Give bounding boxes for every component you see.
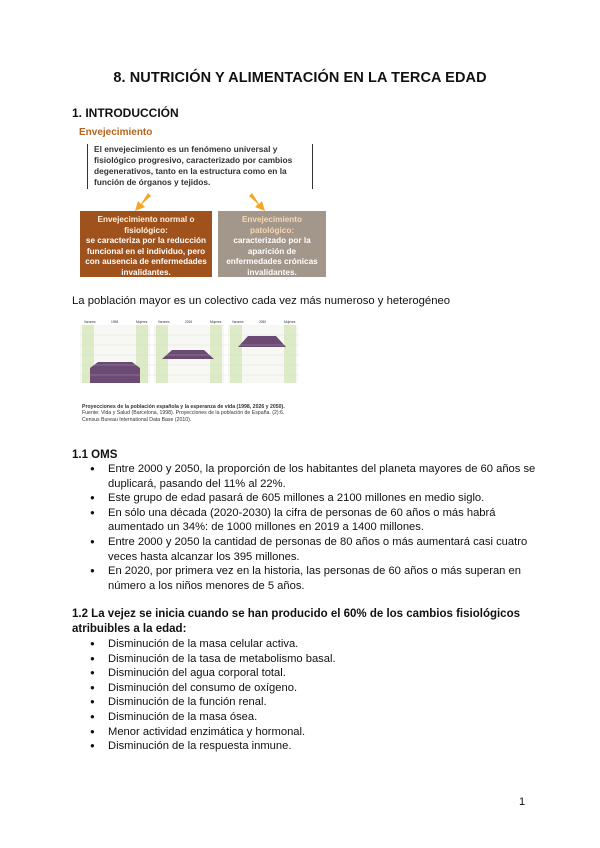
population-pyramids-figure [80,319,300,385]
definition-line: función de órganos y tejidos. [94,177,211,187]
pyramid-header: 2026 [185,320,193,324]
vejez-list [80,637,548,754]
pathological-aging-text: enfermedades crónicas [226,257,318,266]
arrow-down-left-icon [134,192,152,212]
document-title: 8. NUTRICIÓN Y ALIMENTACIÓN EN LA TERCA EDAD [113,70,487,86]
list-item: ● Disminución de la masa celular activa. [80,637,548,652]
normal-aging-text: funcional en el individuo, pero [86,246,206,256]
normal-aging-text: se caracteriza por la reducción [85,236,207,245]
page-number: 1 [519,796,526,808]
pathological-aging-text: invalidantes. [247,267,297,277]
section-heading-oms: 1.1 OMS [72,449,118,461]
pyramid-header: Varones [232,320,244,324]
list-item: ● Disminución del agua corporal total. [80,666,548,681]
list-item: ● Disminución de la respuesta inmune. [80,739,548,754]
normal-aging-text: invalidantes. [121,267,171,277]
pyramid-header: Mujeres [136,320,148,324]
normal-aging-text: con ausencia de enfermedades [85,257,207,266]
section-heading-introduccion: 1. INTRODUCCIÓN [72,106,179,120]
caption-line: Census Bureau International Data Base (2010). [82,416,192,423]
list-item: ● Disminución de la tasa de metabolismo basal. [80,652,548,667]
pyramid-panel-1998 [80,320,150,383]
arrow-down-right-icon [248,192,266,212]
caption-line: Proyecciones de la población española y la esperanza de vida (1998, 2026 y 2050). [82,404,285,410]
pathological-aging-box [218,211,326,277]
list-item: ● Disminución de la función renal. [80,695,548,710]
definition-line: degenerativos, tanto en la estructura como en la [94,166,287,176]
list-item: ● En 2020, por primera vez en la historia, las personas de 60 años o más superan en número a los niños menores de 5 años. [80,564,548,593]
section-heading-vejez: 1.2 La vejez se inicia cuando se han producido el 60% de los cambios fisiológicos atribuibles a la edad: [72,608,521,635]
oms-list [80,462,548,593]
list-item: ● En sólo una década (2020-2030) la cifra de personas de 60 años o más habrá aumentado un 34%: de 1000 millones en 2019 a 1400 millones. [80,506,548,535]
list-item: ● Este grupo de edad pasará de 605 millones a 2100 millones en medio siglo. [80,491,548,506]
definition-line: El envejecimiento es un fenómeno universal y [94,144,278,154]
pyramid-header: Varones [158,320,170,324]
definition-box [87,144,313,189]
list-item: ● Entre 2000 y 2050 la cantidad de personas de 80 años o más aumentará casi cuatro veces hasta alcanzar los 395 millones. [80,535,548,564]
pyramid-panel-2050 [228,320,298,383]
normal-aging-title: fisiológico: [124,225,168,235]
pyramid-header: Varones [84,320,96,324]
pyramid-header: Mujeres [210,320,222,324]
caption-line: Fuente: Vida y Salud (Barcelona, 1998). Proyecciones de la población de España. (2):6. [82,410,285,417]
pyramid-header: Mujeres [284,320,296,324]
pathological-aging-title: Envejecimiento [241,215,303,224]
pyramid-header: 2050 [259,320,267,324]
pathological-aging-text: aparición de [247,246,297,256]
list-item: ● Disminución del consumo de oxígeno. [80,681,548,696]
list-item: ● Disminución de la masa ósea. [80,710,548,725]
definition-line: fisiológico progresivo, caracterizado por cambios [94,155,293,165]
pyramid-header: 1998 [111,320,119,324]
diagram-label: Envejecimiento [79,127,153,138]
pyramid-panel-2026 [154,320,224,383]
list-item: ● Entre 2000 y 2050, la proporción de los habitantes del planeta mayores de 60 años se duplicará, pasando del 11% al 22%. [80,462,548,491]
intro-paragraph: La población mayor es un colectivo cada vez más numeroso y heterogéneo [72,295,451,307]
normal-aging-box [80,211,212,277]
pathological-aging-text: caracterizado por la [233,236,311,245]
list-item: ● Menor actividad enzimática y hormonal. [80,725,548,740]
figure-caption [82,404,302,423]
pathological-aging-title: patológico: [249,225,295,235]
normal-aging-title: Envejecimiento normal o [97,215,195,224]
